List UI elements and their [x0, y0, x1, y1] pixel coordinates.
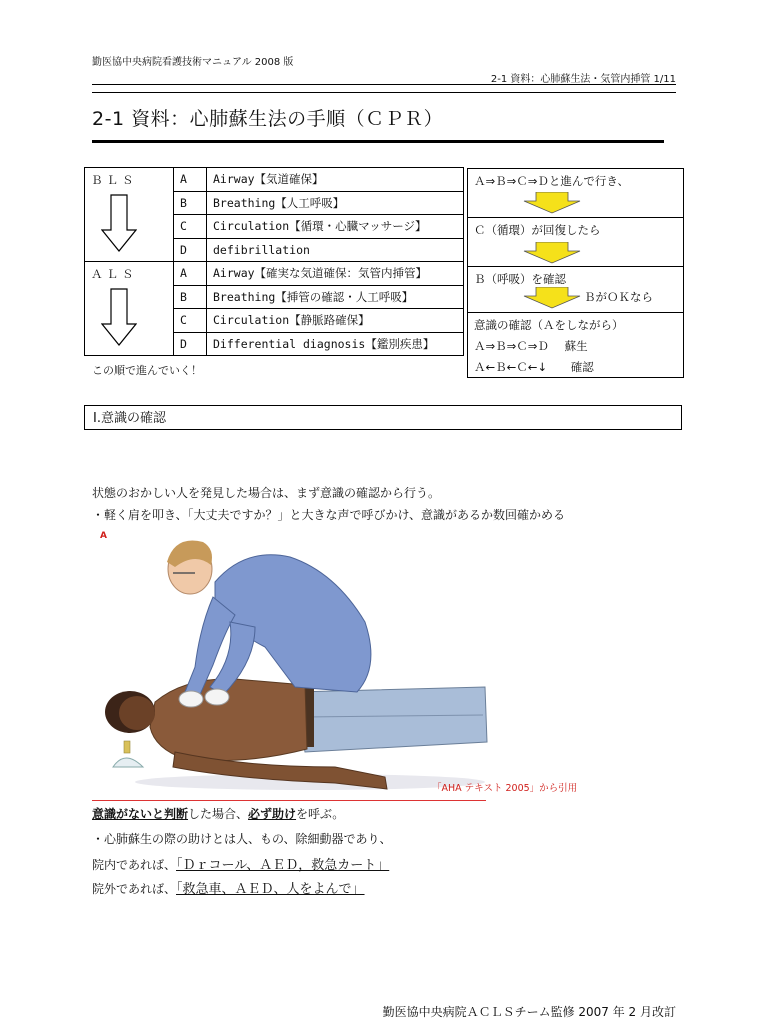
flow-step-4-resuscitate: [474, 336, 677, 357]
paragraph-call-help: [92, 805, 344, 822]
bls-label: ＢＬＳ: [91, 173, 138, 187]
header-manual-title: 勤医協中央病院看護技術マニュアル 2008 版: [92, 57, 294, 68]
paragraph: ・心肺蘇生の際の助けとは人、もの、除細動器であり、: [92, 832, 392, 846]
flow-step-2-text: Ｃ（循環）が回復したら: [474, 223, 601, 237]
flow-sequence: Ａ←Ｂ←Ｃ←↓: [474, 360, 548, 374]
als-cell: [85, 262, 174, 356]
paragraph-out-hospital: [92, 878, 365, 897]
flow-sequence: Ａ⇒Ｂ⇒Ｃ⇒Ｄ: [474, 339, 549, 353]
flow-sequence-label: 蘇生: [564, 339, 588, 353]
header-rule: [92, 92, 676, 93]
table-row: [85, 168, 464, 192]
down-arrow-icon: [101, 194, 137, 252]
cpr-illustration: [95, 527, 490, 802]
title-underline: [92, 140, 664, 143]
footer-credit: 勤医協中央病院ＡＣＬＳチーム監修 2007 年 2 月改訂: [382, 1005, 676, 1019]
yellow-down-arrow-icon: [522, 242, 582, 264]
paragraph: ・軽く肩を叩き、「大丈夫ですか？」と大きな声で呼びかけ、意識があるか数回確かめる: [92, 508, 566, 522]
sequence-note: この順で進んでいく！: [92, 364, 202, 377]
step-text: Circulation【循環・心臓マッサージ】: [207, 215, 464, 239]
step-text: Differential diagnosis【鑑別疾患】: [207, 332, 464, 356]
step-letter: D: [174, 332, 207, 356]
bls-cell: [85, 168, 174, 262]
flow-step-4-title: 意識の確認（Ａをしながら）: [474, 318, 624, 332]
step-letter: B: [174, 285, 207, 309]
caption-rule: [92, 800, 486, 801]
als-label: ＡＬＳ: [91, 267, 138, 281]
step-text: Circulation【静脈路確保】: [207, 309, 464, 333]
flow-step-1: [468, 169, 683, 218]
step-letter: A: [174, 168, 207, 192]
out-hospital-resources: 「救急車、ＡＥＤ、人をよんで」: [176, 882, 365, 897]
paragraph-text: した場合、: [188, 807, 249, 821]
emphasis-call-help: 必ず助け: [248, 807, 297, 821]
step-letter: C: [174, 309, 207, 333]
recovery-flow-box: [467, 168, 684, 378]
flow-step-3: [468, 267, 683, 313]
flow-sequence-label: 確認: [570, 360, 594, 374]
step-text: Breathing【人工呼吸】: [207, 191, 464, 215]
paragraph: 状態のおかしい人を発見した場合は、まず意識の確認から行う。: [92, 486, 441, 500]
flow-step-1-text: Ａ⇒Ｂ⇒Ｃ⇒Ｄと進んで行き、: [474, 174, 629, 188]
in-hospital-resources: 「Ｄｒコール、ＡＥＤ，救急カート」: [176, 858, 390, 873]
flow-step-3-text: Ｂ（呼吸）を確認: [474, 272, 566, 286]
illustration-marker: A: [100, 531, 107, 541]
flow-step-3-ok: ＢがＯＫなら: [584, 290, 653, 304]
table-row: [85, 262, 464, 286]
step-text: Airway【確実な気道確保：気管内挿管】: [207, 262, 464, 286]
flow-step-4-confirm: [474, 357, 677, 378]
paragraph-in-hospital: [92, 854, 389, 873]
step-text: Airway【気道確保】: [207, 168, 464, 192]
yellow-down-arrow-icon: [522, 192, 582, 214]
down-arrow-icon: [101, 288, 137, 346]
step-letter: A: [174, 262, 207, 286]
emphasis-unconscious: 意識がないと判断: [92, 807, 189, 821]
header-rule-top: [92, 84, 676, 85]
flow-step-2: [468, 218, 683, 267]
paragraph-text: 院内であれば、: [92, 858, 177, 872]
header-page-info: 2-1 資料：心肺蘇生法・気管内挿管 1/11: [490, 74, 676, 85]
paragraph-text: 院外であれば、: [92, 882, 177, 896]
step-letter: C: [174, 215, 207, 239]
section-heading: Ⅰ.意識の確認: [84, 405, 682, 430]
yellow-down-arrow-icon: [522, 287, 582, 309]
illustration-caption: 「AHA テキスト 2005」から引用: [432, 783, 578, 794]
cpr-steps-table: [84, 167, 464, 356]
step-text: defibrillation: [207, 238, 464, 262]
flow-step-4: [468, 313, 683, 377]
step-letter: B: [174, 191, 207, 215]
paragraph-text: を呼ぶ。: [296, 807, 345, 821]
page-title: 2-1 資料：心肺蘇生法の手順（ＣＰＲ）: [92, 108, 444, 130]
step-letter: D: [174, 238, 207, 262]
step-text: Breathing【挿管の確認・人工呼吸】: [207, 285, 464, 309]
